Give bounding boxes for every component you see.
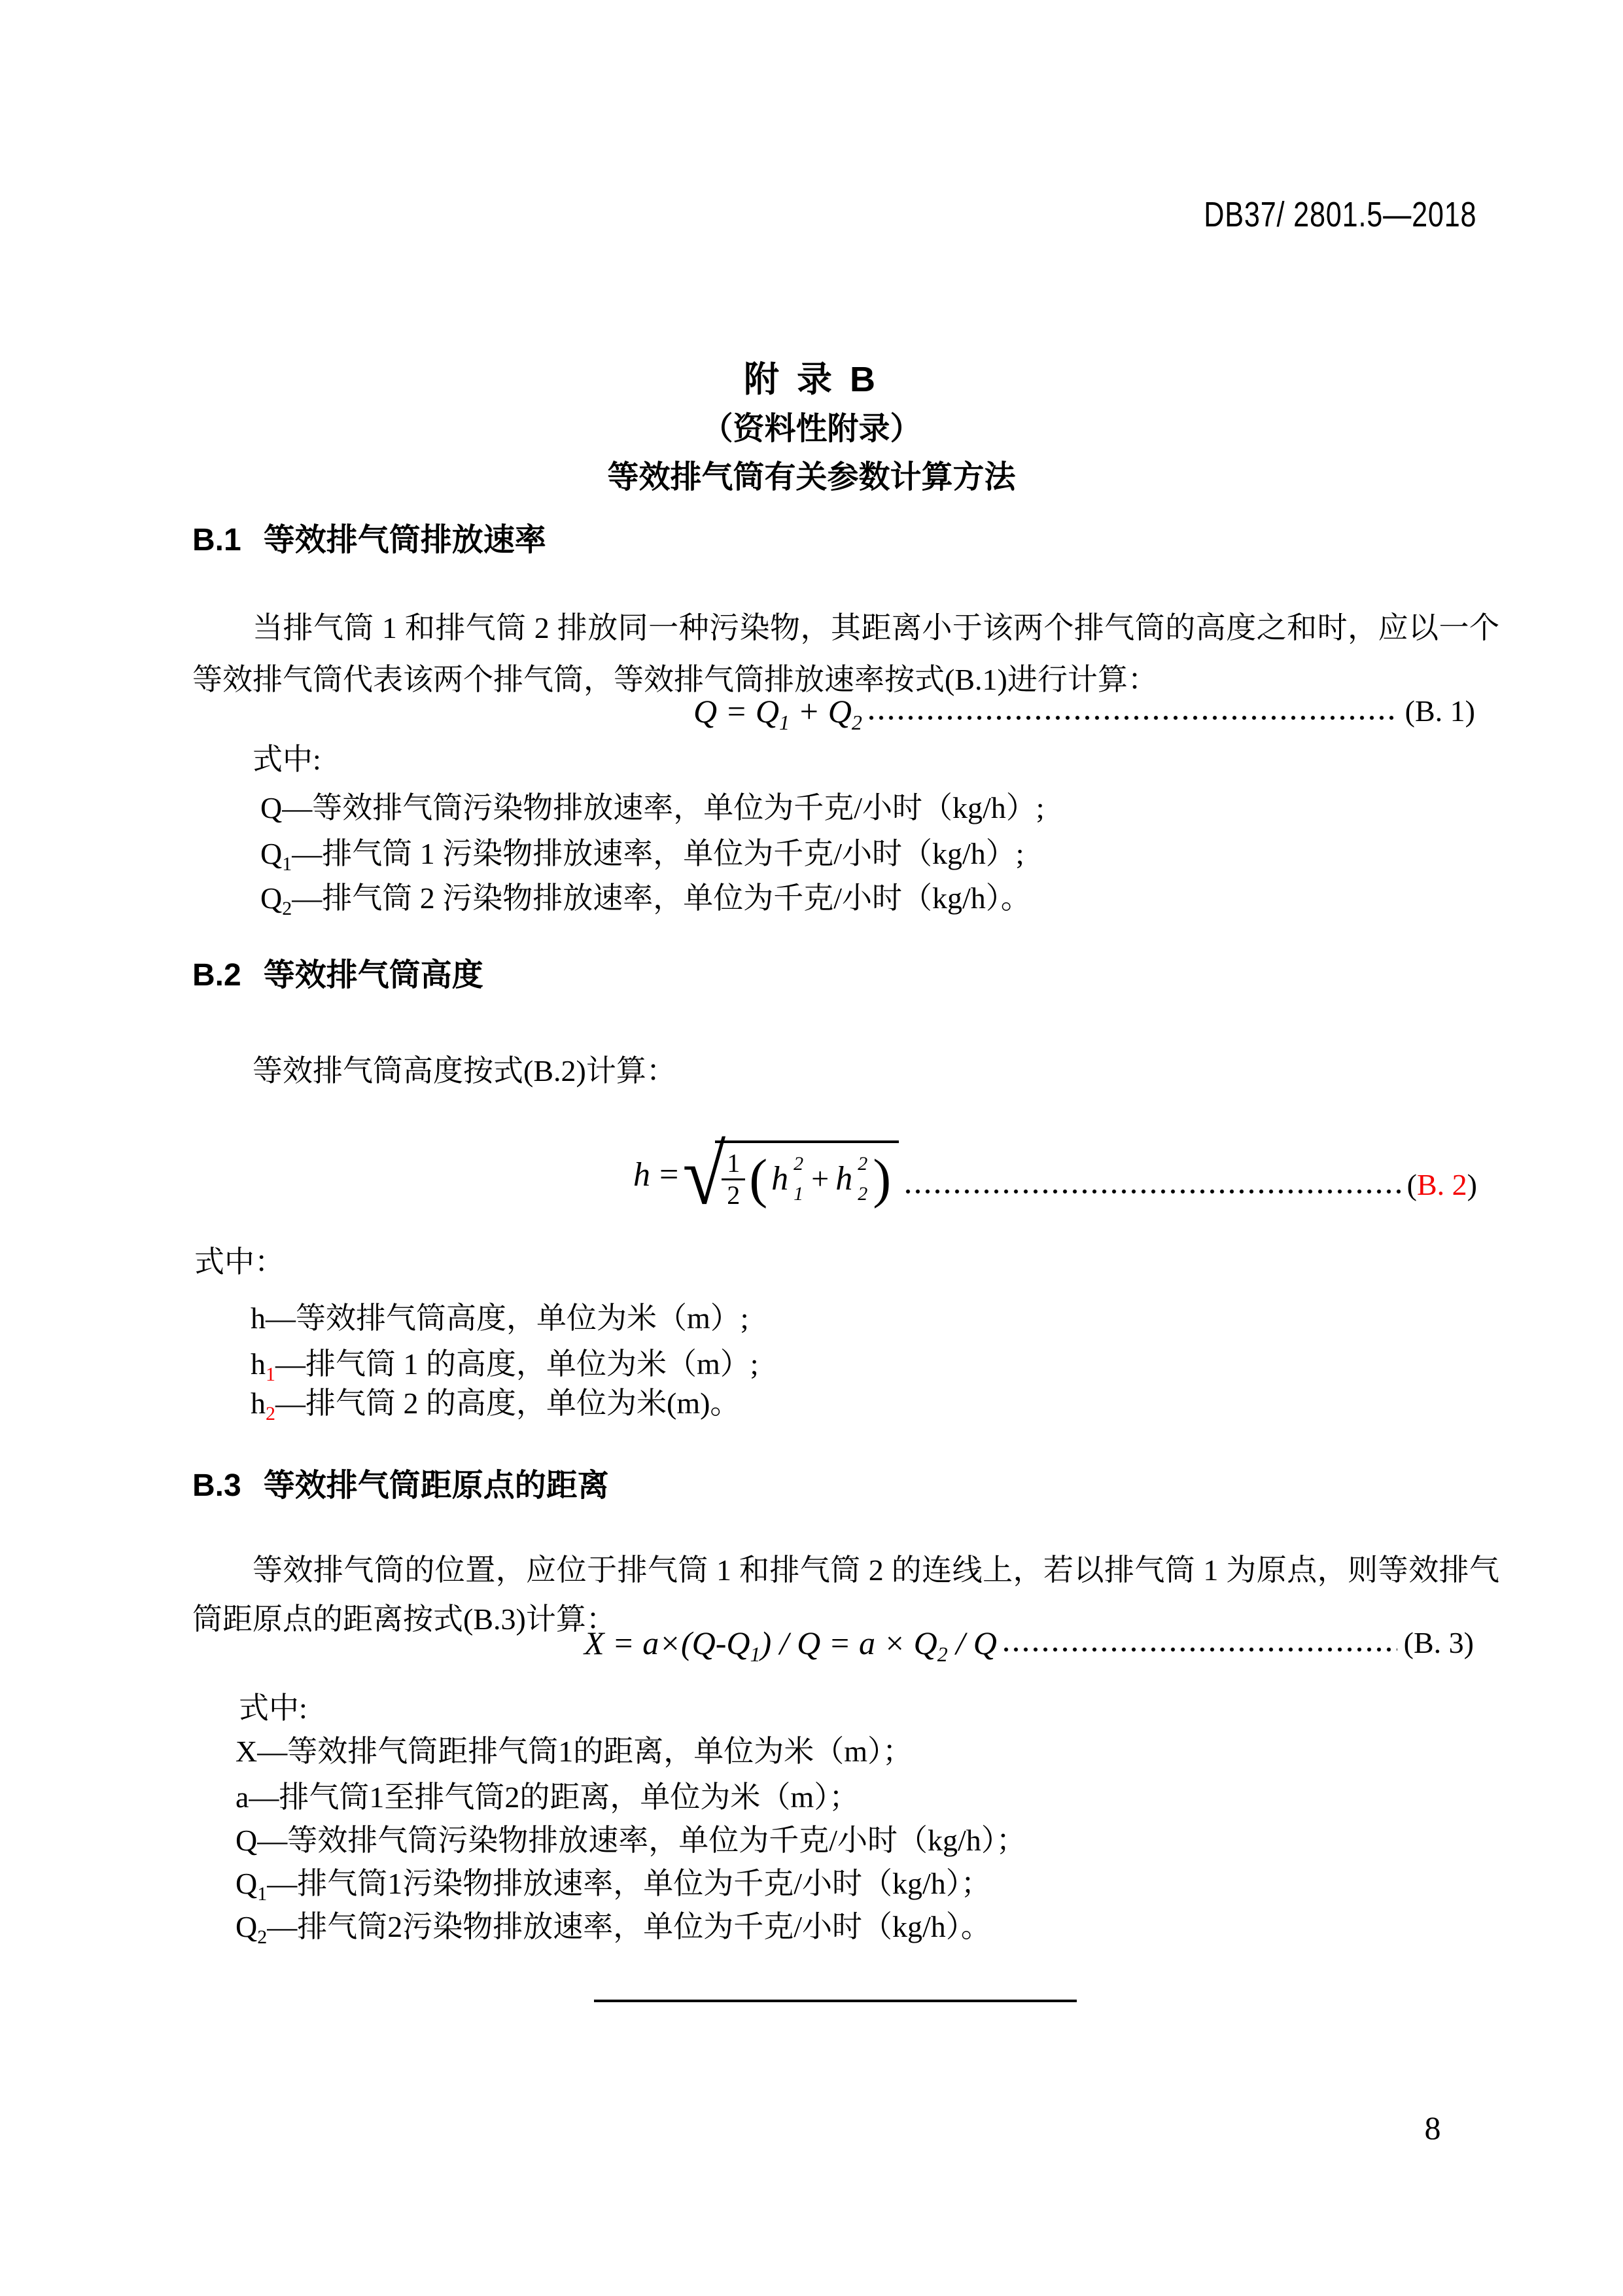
formula-b1-expression: $Q = Q_1 + Q_2$ [693, 693, 862, 734]
definition-h2: $h_2—$排气筒 2 的高度，单位为米(m)。 [251, 1386, 741, 1425]
definition-q2: $Q_2—$排气筒 2 污染物排放速率，单位为千克/小时（kg/h）。 [260, 881, 1031, 920]
where-label-b3: 式中: [239, 1691, 307, 1725]
section-b1-paragraph: 当排气筒 1 和排气筒 2 排放同一种污染物，其距离小于该两个排气筒的高度之和时，应以一个等效排气筒代表该两个排气筒，等效排气筒排放速率按式(B.1)进行计算： [192, 611, 1499, 696]
appendix-subtitle: （资料性附录） [701, 412, 922, 446]
definition-h1: $h_1—$排气筒 1 的高度，单位为米（m）; [251, 1347, 759, 1386]
definition-a: a—排气筒1至排气筒2的距离，单位为米（m）； [236, 1780, 860, 1814]
formula-b3-label: (B. 3) [1403, 1626, 1474, 1659]
section-b1-heading [192, 520, 546, 561]
section-b2-intro: 等效排气筒高度按式(B.2)计算： [253, 1054, 676, 1087]
formula-b3 [584, 1623, 1474, 1666]
section-b2-number: B.2 [192, 958, 241, 993]
section-b3-paragraph: 等效排气筒的位置，应位于排气筒 1 和排气筒 2 的连线上，若以排气筒 1 为原点，则等效排气筒距原点的距离按式(B.3)计算： [192, 1553, 1499, 1636]
formula-b2 [633, 1104, 1477, 1222]
section-b3-title: 等效排气筒距原点的距离 [263, 1468, 609, 1503]
dotted-leader [1003, 1646, 1397, 1653]
formula-b3-expression: $X = a\times(Q-Q_1) / Q = a \times Q_2 / Q$ [584, 1625, 997, 1666]
footnote-rule [594, 2000, 1077, 2002]
section-b2-heading [192, 955, 483, 996]
formula-b2-expression: h = √ $\frac{1}{2}$ ( h 2 1 + h 2 2 ) [633, 1136, 899, 1214]
definition-x: X—等效排气筒距排气筒1的距离，单位为米（m）； [236, 1735, 913, 1768]
h1-squared-scripts: 2 1 [794, 1153, 804, 1205]
h2-squared-scripts: 2 2 [858, 1153, 868, 1205]
section-b1-title: 等效排气筒排放速率 [263, 523, 546, 557]
document-header [0, 196, 1476, 233]
definition-h: h—等效排气筒高度，单位为米（m）; [251, 1301, 749, 1335]
dotted-leader [905, 1188, 1400, 1195]
section-b3-heading [192, 1466, 609, 1506]
formula-b1-label: (B. 1) [1405, 694, 1475, 728]
definition-q1-b3: $Q_1—$排气筒1污染物排放速率，单位为千克/小时（kg/h）； [236, 1867, 991, 1905]
page-number: 8 [1424, 2110, 1441, 2146]
where-label-b1: 式中: [253, 743, 321, 776]
formula-b2-label: (B. 2) [1406, 1168, 1477, 1201]
section-b2-title: 等效排气筒高度 [263, 958, 483, 993]
standard-number: DB37/ 2801.5—2018 [1203, 195, 1476, 234]
fraction-one-half: $\frac{1}{2}$ [722, 1150, 745, 1209]
section-b1-number: B.1 [192, 523, 241, 557]
appendix-topic: 等效排气筒有关参数计算方法 [607, 460, 1016, 495]
definition-q-b3: Q—等效排气筒污染物排放速率，单位为千克/小时（kg/h）； [236, 1824, 1026, 1857]
section-b3-number: B.3 [192, 1468, 241, 1503]
definition-q: Q—等效排气筒污染物排放速率，单位为千克/小时（kg/h）; [260, 791, 1045, 824]
formula-b1 [693, 691, 1475, 732]
definition-q1: $Q_1—$排气筒 1 污染物排放速率，单位为千克/小时（kg/h）; [260, 837, 1024, 875]
radical-sign: √ [682, 1127, 726, 1222]
appendix-title: 附 录 B [743, 360, 879, 399]
radicand: $\frac{1}{2}$ ( h 2 1 + h 2 2 ) [715, 1140, 899, 1210]
where-label-b2: 式中： [194, 1245, 285, 1279]
definition-q2-b3: $Q_2—$排气筒2污染物排放速率，单位为千克/小时（kg/h）。 [236, 1910, 991, 1949]
dotted-leader [869, 715, 1399, 721]
